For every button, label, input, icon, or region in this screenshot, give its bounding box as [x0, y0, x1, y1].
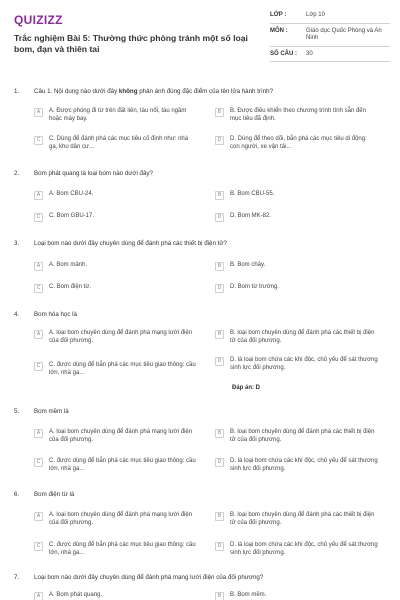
option-b[interactable] [215, 330, 378, 346]
option-text: A. Bom mảnh. [49, 262, 88, 268]
option-c[interactable] [34, 136, 197, 152]
meta-value: 30 [306, 50, 313, 57]
option-text: C. Bom GBU-17. [49, 213, 95, 219]
option-text: C. được dùng để bắn phá các mục tiêu giao thông: cầu lớn, nhà ga... [49, 542, 196, 556]
meta-row-subject [270, 24, 390, 47]
question-text: Bom mềm là [34, 408, 69, 415]
option-text: B. Bom cháy. [230, 262, 266, 268]
question-heading [14, 491, 389, 498]
question-number: 6. [14, 491, 20, 498]
option-text: D. là loại bom chứa các khí độc, chủ yếu để sát thương sinh lực đối phương. [230, 458, 378, 472]
question-text-part: phản ánh đúng đặc điểm của tên lửa hành trình? [137, 88, 274, 95]
option-text: D. là loại bom chứa các khí độc, chủ yếu để sát thương sinh lực đối phương. [230, 542, 378, 556]
option-c[interactable] [34, 362, 197, 378]
question-heading [14, 170, 389, 177]
option-letter-box: B [215, 108, 224, 117]
question-number: 4. [14, 311, 20, 318]
option-letter-box: A [34, 262, 43, 271]
question-heading [14, 240, 389, 247]
option-letter-box: B [215, 429, 224, 438]
option-letter-box: B [215, 512, 224, 521]
option-letter-box: D [215, 542, 224, 551]
option-a[interactable] [34, 330, 197, 346]
meta-label: LỚP : [270, 12, 287, 18]
option-letter-box: C [34, 362, 43, 371]
meta-row-class [270, 12, 390, 24]
option-d[interactable] [215, 213, 378, 222]
option-text: B. Được điều khiển theo chương trình tính sẵn đến mục tiêu đã định. [230, 108, 366, 122]
question-heading [14, 88, 389, 95]
option-a[interactable] [34, 108, 197, 124]
question-number: 3. [14, 240, 20, 247]
option-letter-box: C [34, 213, 43, 222]
option-letter-box: D [215, 458, 224, 467]
option-d[interactable] [215, 284, 378, 293]
meta-label: MÔN : [270, 27, 288, 34]
question-number: 5. [14, 408, 20, 415]
option-c[interactable] [34, 284, 197, 293]
document-title: Trắc nghiệm Bài 5: Thường thức phòng tránh một số loại bom, đạn và thiên tai [14, 33, 248, 54]
question-text-emphasis: không [118, 88, 138, 95]
option-text: D. là loại bom chứa các khí độc, chủ yếu để sát thương sinh lực đối phương. [230, 357, 378, 371]
meta-value: Lớp 10 [306, 12, 325, 18]
question-text: Loại bom nào dưới đây chuyên dùng để đánh phá mạng lưới điện của đối phương? [34, 574, 264, 581]
option-letter-box: B [215, 191, 224, 200]
question-number: 1. [14, 88, 20, 95]
question-number: 2. [14, 170, 20, 177]
option-a[interactable] [34, 191, 197, 200]
option-letter-box: D [215, 136, 224, 145]
question-text: Bom phát quang là loại bom nào dưới đây? [34, 170, 153, 177]
option-letter-box: A [34, 429, 43, 438]
option-a[interactable] [34, 512, 197, 528]
answer-key: Đáp án: D [232, 385, 261, 391]
option-letter-box: D [215, 357, 224, 366]
option-text: D. Bom từ trường. [230, 284, 279, 290]
meta-panel [270, 12, 390, 62]
meta-row-count [270, 47, 390, 63]
option-letter-box: C [34, 458, 43, 467]
option-text: B. Bom mềm. [230, 592, 267, 598]
option-text: B. Bom CBU-55. [230, 191, 275, 197]
meta-label: SỐ CÂU : [270, 50, 297, 57]
option-letter-box: A [34, 108, 43, 117]
option-letter-box: D [215, 213, 224, 222]
option-letter-box: B [215, 592, 224, 600]
option-letter-box: D [215, 284, 224, 293]
option-a[interactable] [34, 429, 197, 445]
option-letter-box: C [34, 542, 43, 551]
option-a[interactable] [34, 262, 197, 271]
question-heading [14, 408, 389, 415]
option-b[interactable] [215, 262, 378, 271]
option-d[interactable] [215, 458, 378, 474]
option-b[interactable] [215, 592, 378, 600]
option-c[interactable] [34, 213, 197, 222]
question-heading [14, 311, 389, 318]
option-letter-box: C [34, 284, 43, 293]
option-letter-box: B [215, 330, 224, 339]
question-text: Loại bom nào dưới đây chuyên dùng để đánh phá các thiết bị điện tử? [34, 240, 227, 247]
quizizz-logo[interactable]: QUIZIZZ [14, 13, 63, 27]
option-letter-box: A [34, 512, 43, 521]
question-text: Bom điện từ là [34, 491, 75, 498]
meta-value: Giáo dục Quốc Phòng và An Ninh [306, 27, 382, 41]
option-c[interactable] [34, 458, 197, 474]
option-a[interactable] [34, 592, 197, 600]
option-text: B. loại bom chuyên dùng để đánh phá các thiết bị điện tử của đối phương. [230, 429, 375, 443]
option-text: B. loại bom chuyên dùng để đánh phá các thiết bị điện tử của đối phương. [230, 330, 375, 344]
option-letter-box: C [34, 136, 43, 145]
option-text: A. Bom phát quang. [49, 592, 103, 598]
option-text: D. Dùng để theo dõi, bắn phá các mục tiêu di động: con người, xe vận tải... [230, 136, 367, 150]
option-letter-box: A [34, 191, 43, 200]
option-text: A. Bom CBU-24. [49, 191, 94, 197]
option-text: A. loại bom chuyên dùng để đánh phá mạng lưới điện của đối phương. [49, 512, 193, 526]
option-b[interactable] [215, 191, 378, 200]
option-b[interactable] [215, 108, 378, 124]
option-d[interactable] [215, 357, 378, 373]
option-text: A. Được phóng đi từ trên đất liền, tàu nổi, tàu ngầm hoặc máy bay. [49, 108, 187, 122]
question-number: 7. [14, 574, 20, 581]
option-b[interactable] [215, 429, 378, 445]
option-letter-box: A [34, 330, 43, 339]
option-text: C. được dùng để bắn phá các mục tiêu giao thông: cầu lớn, nhà ga... [49, 362, 196, 376]
option-text: D. Bom MK-82. [230, 213, 272, 219]
question-text [34, 88, 389, 95]
option-text: C. được dùng để bắn phá các mục tiêu giao thông: cầu lớn, nhà ga... [49, 458, 196, 472]
option-text: B. loại bom chuyên dùng để đánh phá các thiết bị điện tử của đối phương. [230, 512, 375, 526]
question-heading [14, 574, 389, 581]
question-text-part: Câu 1. Nội dung nào dưới đây [34, 88, 119, 95]
question-text: Bom hóa học là [34, 311, 77, 318]
option-d[interactable] [215, 542, 378, 558]
option-text: A. loại bom chuyên dùng để đánh phá mạng lưới điện của đối phương. [49, 429, 193, 443]
option-text: C. Bom điện từ. [49, 284, 92, 290]
option-letter-box: A [34, 592, 43, 600]
option-letter-box: B [215, 262, 224, 271]
option-c[interactable] [34, 542, 197, 558]
option-b[interactable] [215, 512, 378, 528]
option-text: C. Dùng để đánh phá các mục tiêu cố định như: nhà ga, khu dân cư... [49, 136, 189, 150]
option-d[interactable] [215, 136, 378, 152]
option-text: A. loại bom chuyên dùng để đánh phá mạng lưới điện của đối phương. [49, 330, 193, 344]
